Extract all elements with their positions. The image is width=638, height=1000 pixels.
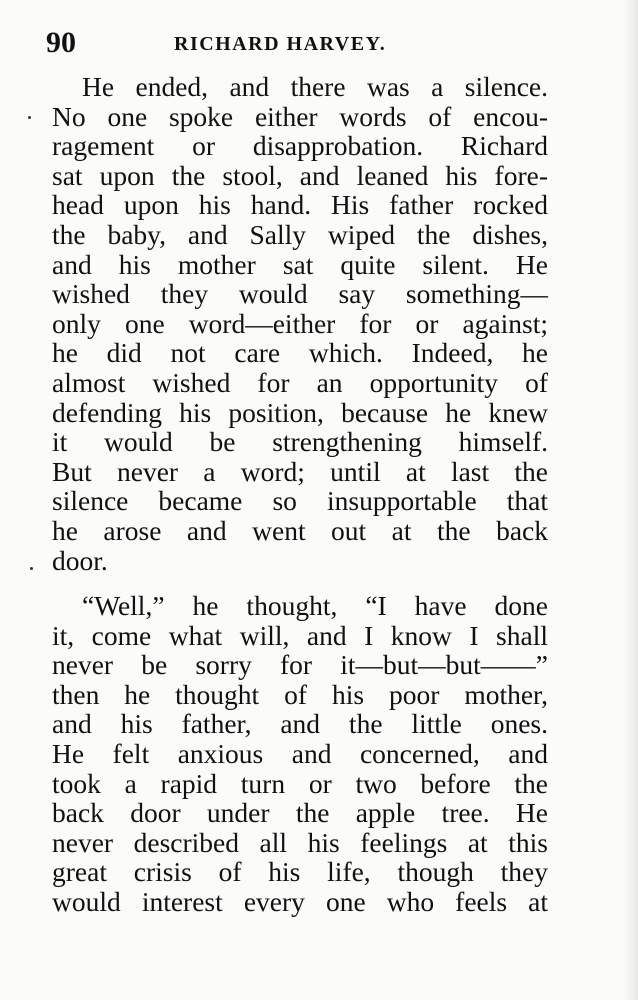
- text-line: ragement or disapprobation. Richard: [52, 130, 548, 162]
- text-line: then he thought of his poor mother,: [52, 678, 548, 710]
- text-line: almost wished for an opportunity of: [52, 366, 548, 398]
- print-speck: [30, 567, 33, 570]
- text-line: sat upon the stool, and leaned his fore-: [52, 159, 548, 191]
- text-line: No one spoke either words of encou-: [52, 100, 548, 132]
- text-line: [52, 917, 548, 947]
- text-line: head upon his hand. His father rocked: [52, 189, 548, 221]
- text-line: would interest every one who feels at: [52, 886, 548, 918]
- page-number: 90: [46, 26, 76, 59]
- text-line: But never a word; until at last the: [52, 455, 548, 487]
- text-line: back door under the apple tree. He: [52, 797, 548, 829]
- text-line: and his father, and the little ones.: [52, 708, 548, 740]
- text-line: and his mother sat quite silent. He: [52, 248, 548, 280]
- page-header: [46, 26, 566, 60]
- print-speck: [28, 116, 31, 119]
- text-line: it, come what will, and I know I shall: [52, 619, 548, 651]
- running-title: RICHARD HARVEY.: [174, 33, 387, 55]
- text-line: “Well,” he thought, “I have done: [82, 590, 548, 622]
- text-line: took a rapid turn or two before the: [52, 767, 548, 799]
- paragraph-1: [52, 72, 548, 575]
- text-line: only one word—either for or against;: [52, 307, 548, 339]
- text-line: the baby, and Sally wiped the dishes,: [52, 218, 548, 250]
- paragraph-gap: [52, 575, 548, 591]
- text-line: never be sorry for it—but—but——”: [52, 649, 548, 681]
- text-line: He ended, and there was a silence.: [82, 71, 548, 102]
- text-line: it would be strengthening himself.: [52, 426, 548, 458]
- text-line: great crisis of his life, though they: [52, 856, 548, 888]
- text-line: wished they would say something—: [52, 278, 548, 310]
- text-line: he arose and went out at the back: [52, 514, 548, 546]
- text-line: silence became so insupportable that: [52, 485, 548, 517]
- text-line: He felt anxious and concerned, and: [52, 738, 548, 770]
- text-line: he did not care which. Indeed, he: [52, 337, 548, 369]
- body-text: [52, 72, 548, 946]
- text-line: never described all his feelings at this: [52, 826, 548, 858]
- text-line: door.: [52, 544, 108, 576]
- paragraph-2: [52, 591, 548, 946]
- page-edge-shadow: [624, 0, 638, 1000]
- text-line: defending his position, because he knew: [52, 396, 548, 428]
